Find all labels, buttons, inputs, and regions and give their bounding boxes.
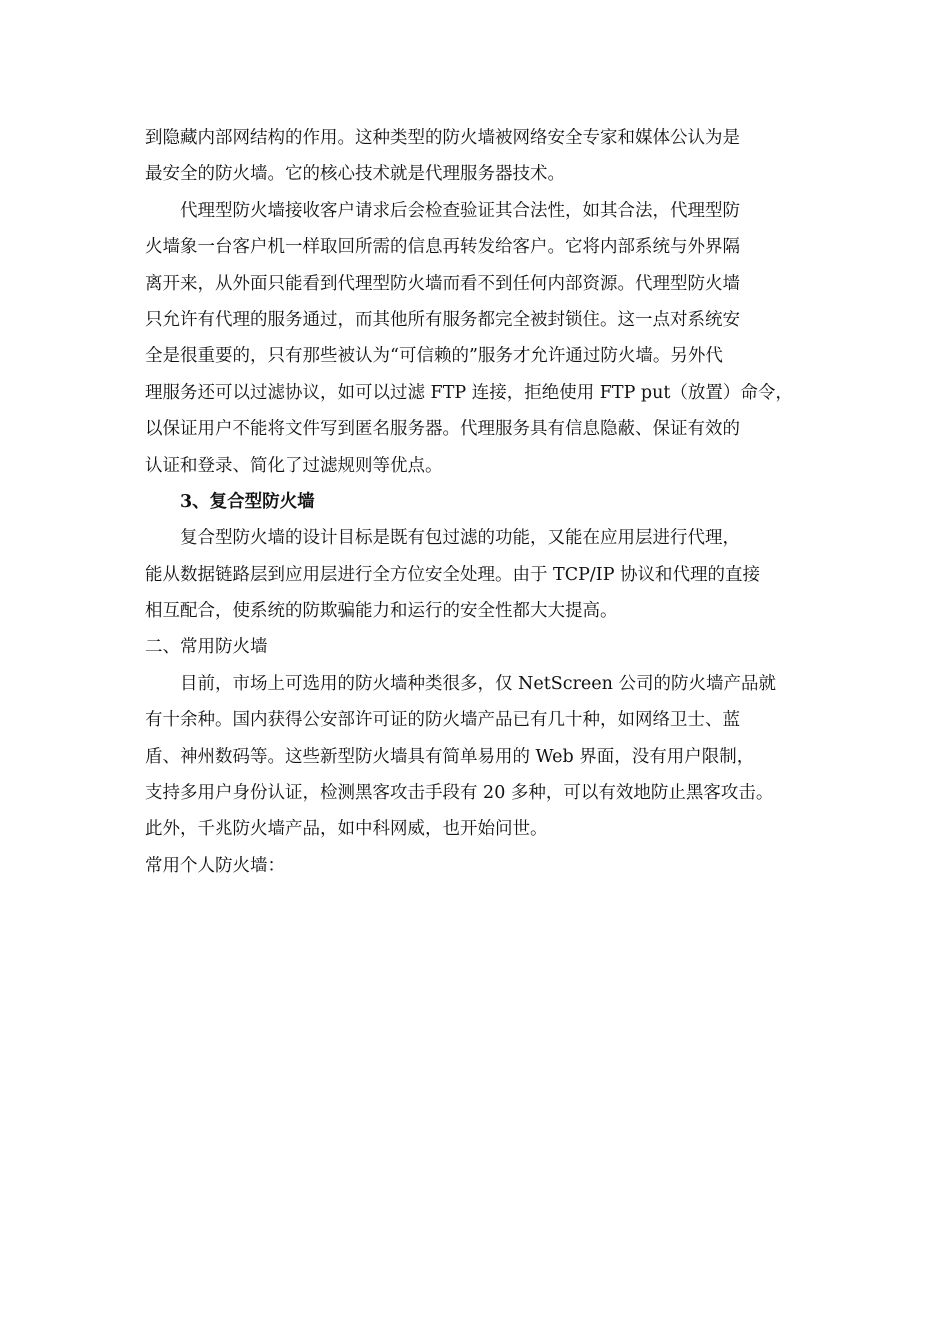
text-line: 盾、神州数码等。这些新型防火墙具有简单易用的 Web 界面，没有用户限制， (145, 746, 755, 767)
text-line: 以保证用户不能将文件写到匿名服务器。代理服务具有信息隐蔽、保证有效的 (145, 419, 740, 440)
text-line: 此外，千兆防火墙产品，如中科网威，也开始问世。 (145, 819, 548, 840)
paragraph-start: 代理型防火墙接收客户请求后会检查验证其合法性，如其合法，代理型防 (180, 200, 740, 221)
text-line: 离开来，从外面只能看到代理型防火墙而看不到任何内部资源。代理型防火墙 (145, 273, 740, 294)
section-heading: 3、复合型防火墙 (180, 491, 315, 512)
section-heading: 二、常用防火墙 (145, 637, 268, 658)
text-line: 只允许有代理的服务通过，而其他所有服务都完全被封锁住。这一点对系统安 (145, 309, 740, 330)
paragraph-start: 复合型防火墙的设计目标是既有包过滤的功能，又能在应用层进行代理， (180, 528, 740, 549)
body-text (145, 120, 825, 884)
text-line: 常用个人防火墙： (145, 855, 285, 876)
text-line: 相互配合，使系统的防欺骗能力和运行的安全性都大大提高。 (145, 601, 618, 622)
text-line: 最安全的防火墙。它的核心技术就是代理服务器技术。 (145, 164, 565, 185)
text-line: 火墙象一台客户机一样取回所需的信息再转发给客户。它将内部系统与外界隔 (145, 237, 740, 258)
paragraph-start: 目前，市场上可选用的防火墙种类很多，仅 NetScreen 公司的防火墙产品就 (180, 673, 776, 694)
text-line: 认证和登录、简化了过滤规则等优点。 (145, 455, 443, 476)
text-line: 到隐藏内部网结构的作用。这种类型的防火墙被网络安全专家和媒体公认为是 (145, 128, 740, 148)
text-line: 有十余种。国内获得公安部许可证的防火墙产品已有几十种，如网络卫士、蓝 (145, 710, 740, 731)
text-line: 能从数据链路层到应用层进行全方位安全处理。由于 TCP/IP 协议和代理的直接 (145, 564, 761, 585)
text-line: 全是很重要的，只有那些被认为“可信赖的”服务才允许通过防火墙。另外代 (145, 346, 723, 367)
text-line: 支持多用户身份认证，检测黑客攻击手段有 20 多种，可以有效地防止黑客攻击。 (145, 783, 774, 804)
text-line: 理服务还可以过滤协议，如可以过滤 FTP 连接，拒绝使用 FTP put（放置）命令， (145, 382, 793, 403)
